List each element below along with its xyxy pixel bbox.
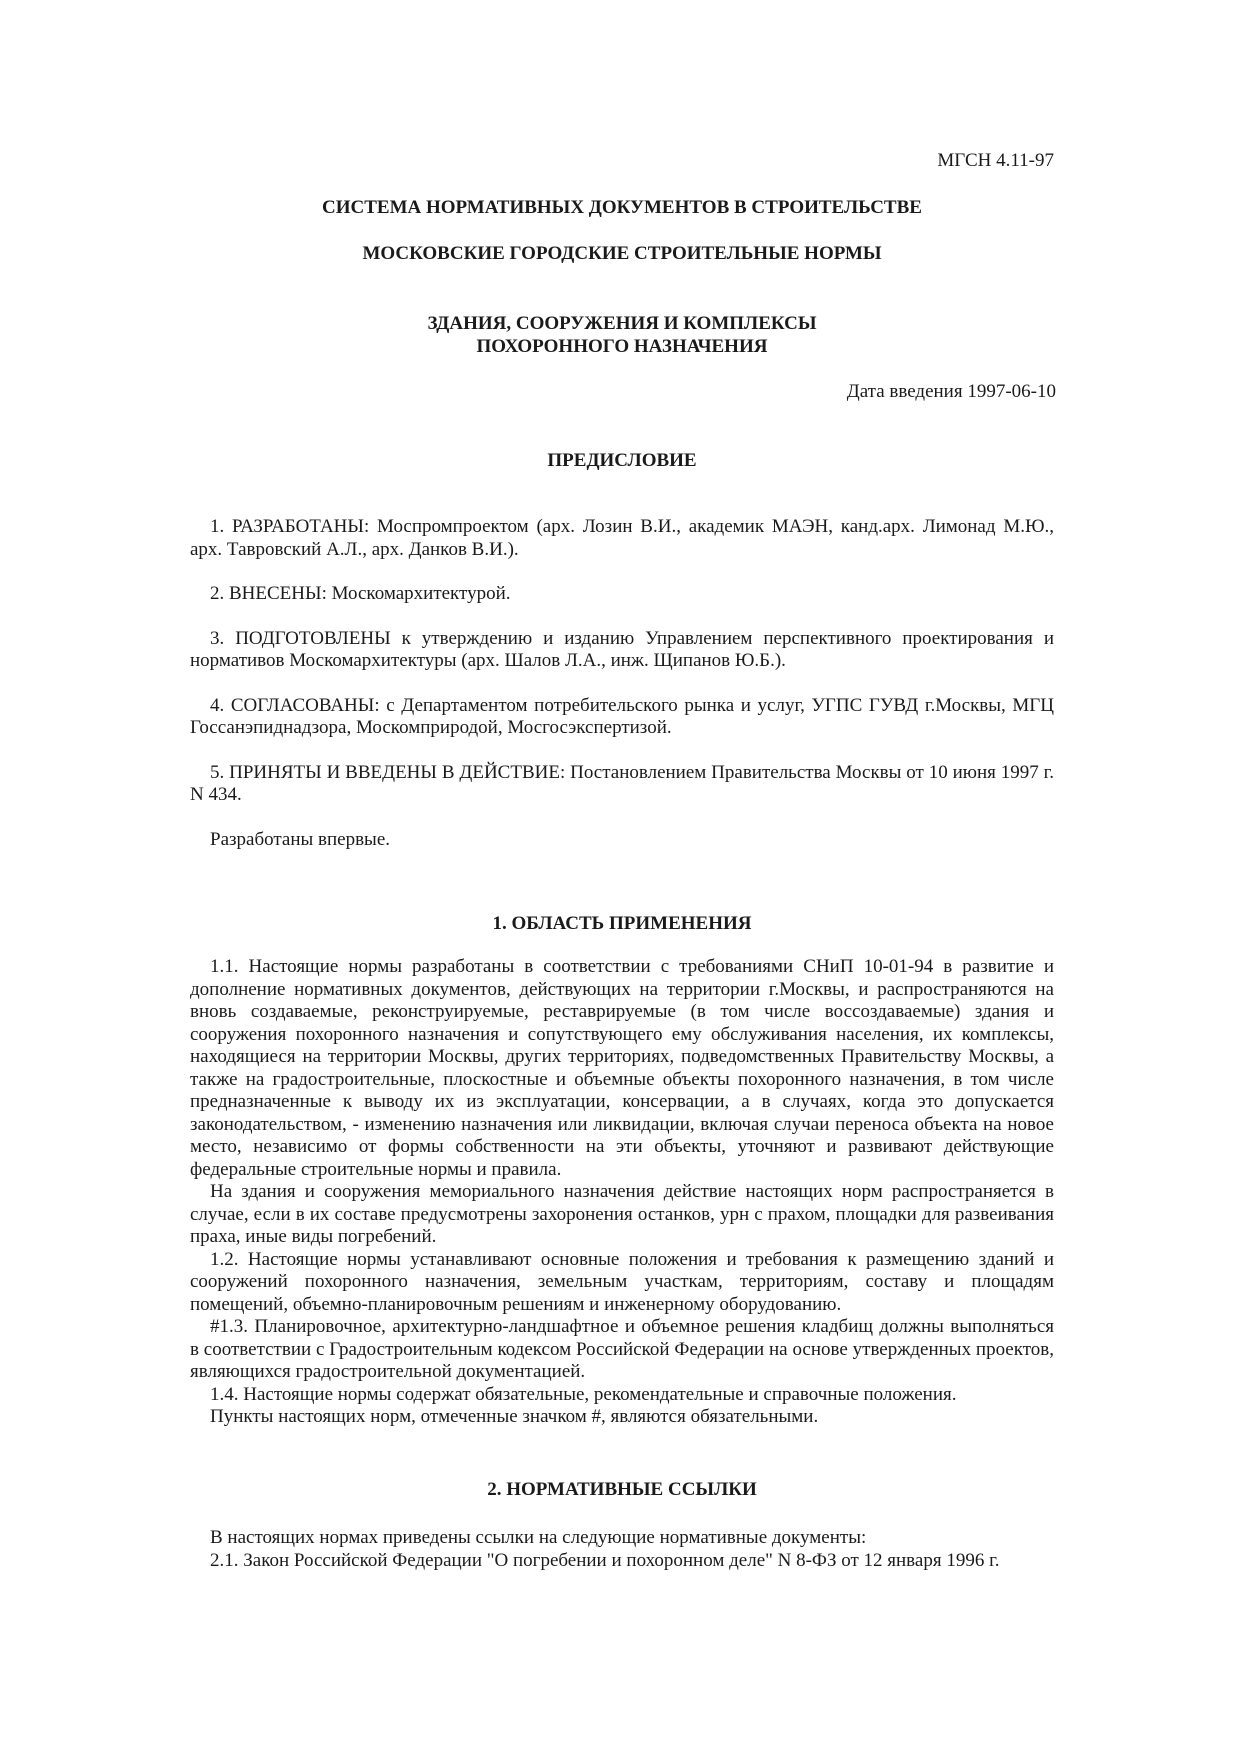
section-1-paragraph: 1.2. Настоящие нормы устанавливают основные положения и требования к размещению зданий и сооружений похоронного назначения, земельным участкам, территориям, составу и площадям помещений, объемно-планировочным решениям и инженерному оборудованию. <box>190 1248 1054 1315</box>
title-line-1: ЗДАНИЯ, СООРУЖЕНИЯ И КОМПЛЕКСЫ <box>427 313 817 334</box>
section-1-paragraph: Пункты настоящих норм, отмеченные значком #, являются обязательными. <box>210 1406 819 1427</box>
section-1-title: 1. ОБЛАСТЬ ПРИМЕНЕНИЯ <box>492 913 752 934</box>
foreword-item: Разработаны впервые. <box>210 828 390 850</box>
introduction-date: Дата введения 1997-06-10 <box>846 381 1056 402</box>
section-1-paragraph: 1.1. Настоящие нормы разработаны в соответствии с требованиями СНиП 10-01-94 в развитие и дополнение нормативных документов, действующих на территории г.Москвы, и распространяются на вновь создаваемые, реконструируемые, реставрируемые (в том числе воссоздаваемые) здания и сооружения похоронного назначения и сопутствующего ему обслуживания населения, их комплексы, находящиеся на территории Москвы, других территориях, подведомственных Правительству Москвы, а также на градостроительные, плоскостные и объемные объекты похоронного назначения, в том числе предназначенные к выводу их из эксплуатации, консервации, а в случаях, когда это допускается законодательством, - изменению назначения или ликвидации, включая случаи переноса объекта на новое место, независимо от формы собственности на эти объекты, уточняют и развивают действующие федеральные строительные нормы и правила. <box>190 956 1054 1180</box>
section-2-body <box>190 1527 1054 1572</box>
section-2-paragraph: В настоящих нормах приведены ссылки на следующие нормативные документы: <box>210 1527 867 1548</box>
foreword-item: 3. ПОДГОТОВЛЕНЫ к утверждению и изданию Управлением перспективного проектирования и нормативов Москомархитектуры (арх. Шалов Л.А., инж. Щипанов Ю.Б.). <box>190 627 1054 671</box>
title-line-2: ПОХОРОННОГО НАЗНАЧЕНИЯ <box>476 336 768 357</box>
section-1-paragraph: #1.3. Планировочное, архитектурно-ландшафтное и объемное решения кладбищ должны выполняться в соответствии с Градостроительным кодексом Российской Федерации на основе утвержденных проектов, являющихся градостроительной документацией. <box>190 1316 1054 1382</box>
foreword-list <box>190 516 1054 851</box>
section-2-title: 2. НОРМАТИВНЫЕ ССЫЛКИ <box>487 1479 757 1500</box>
section-1-paragraph: 1.4. Настоящие нормы содержат обязательные, рекомендательные и справочные положения. <box>210 1383 957 1405</box>
section-1-body <box>190 956 1054 1429</box>
section-1-paragraph: На здания и сооружения мемориального назначения действие настоящих норм распространяется в случае, если в их составе предусмотрены захоронения останков, урн с прахом, площадки для развеивания праха, иные виды погребений. <box>190 1181 1054 1247</box>
foreword-item: 2. ВНЕСЕНЫ: Москомархитектурой. <box>210 583 511 604</box>
document-code: МГСН 4.11-97 <box>937 150 1054 171</box>
section-2-paragraph: 2.1. Закон Российской Федерации "О погребении и похоронном деле" N 8-ФЗ от 12 января 1996 г. <box>210 1549 1000 1571</box>
system-heading: СИСТЕМА НОРМАТИВНЫХ ДОКУМЕНТОВ В СТРОИТЕЛЬСТВЕ <box>322 197 922 218</box>
foreword-item: 4. СОГЛАСОВАНЫ: с Департаментом потребительского рынка и услуг, УГПС ГУВД г.Москвы, МГЦ Госсанэпиднадзора, Москомприродой, Мосгосэкспертизой. <box>190 694 1054 738</box>
norms-heading: МОСКОВСКИЕ ГОРОДСКИЕ СТРОИТЕЛЬНЫЕ НОРМЫ <box>362 243 882 264</box>
foreword-item: 1. РАЗРАБОТАНЫ: Моспромпроектом (арх. Лозин В.И., академик МАЭН, канд.арх. Лимонад М.Ю., арх. Тавровский А.Л., арх. Данков В.И.). <box>190 516 1054 560</box>
foreword-title: ПРЕДИСЛОВИЕ <box>547 450 697 471</box>
foreword-item: 5. ПРИНЯТЫ И ВВЕДЕНЫ В ДЕЙСТВИЕ: Постановлением Правительства Москвы от 10 июня 1997 г. N 434. <box>190 761 1054 805</box>
